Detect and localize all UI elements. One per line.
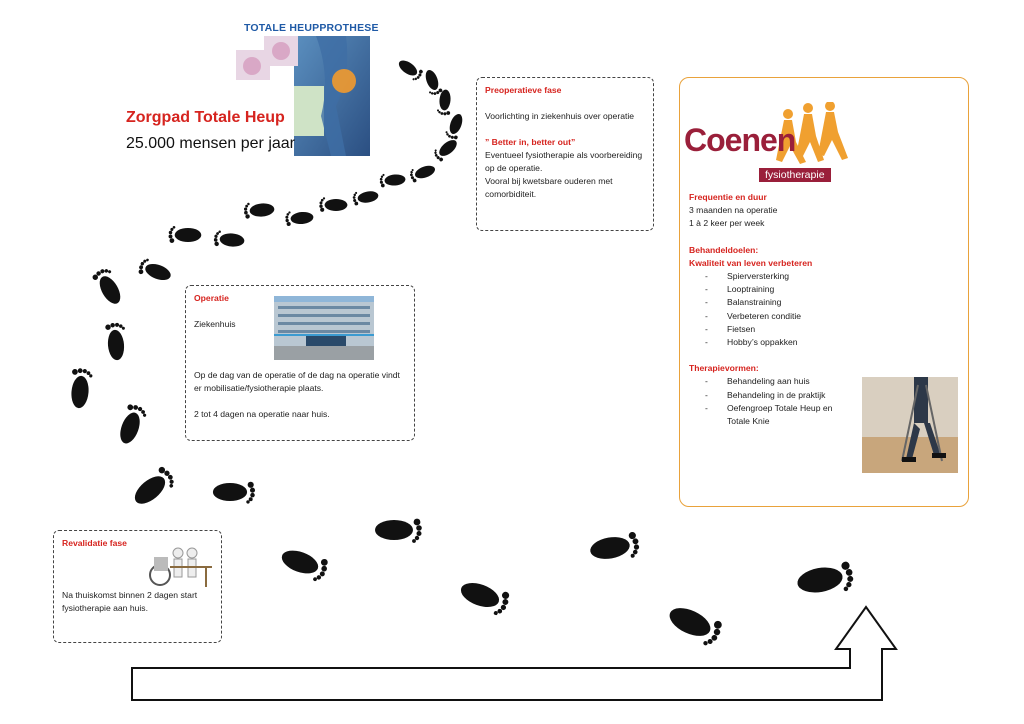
forms-list: [689, 375, 855, 428]
footprint: [588, 531, 641, 565]
footprint: [444, 112, 465, 141]
list-item: - Looptraining: [705, 283, 959, 296]
footprint: [422, 68, 443, 97]
list-item: - Behandeling aan huis: [705, 375, 855, 388]
footprint: [91, 266, 127, 308]
preoperative-box: [476, 77, 654, 231]
preoperative-line2: Eventueel fysiotherapie als voorbereiding op de operatie.: [485, 150, 643, 173]
list-item: - Balanstraining: [705, 296, 959, 309]
frequency-heading: Frequentie en duur: [689, 192, 767, 202]
footprint: [285, 209, 314, 226]
preoperative-quote: ” Better in, better out”: [485, 137, 576, 147]
footprint: [375, 519, 422, 543]
page-subtitle: 25.000 mensen per jaar: [126, 135, 295, 152]
footprint: [457, 577, 512, 618]
coenen-logo-subtext: fysiotherapie: [759, 168, 831, 182]
wheelchair-figures-image: [146, 545, 214, 589]
goals-list: [689, 270, 959, 349]
operation-line1: Op de dag van de operatie of de dag na operatie vindt er mobilisatie/fysiotherapie plaats.: [194, 370, 400, 393]
coenen-panel: [679, 77, 969, 507]
footprint: [169, 226, 202, 243]
hip-image-title: TOTALE HEUPPROTHESE: [244, 22, 379, 34]
list-item: - Verbeteren conditie: [705, 310, 959, 323]
frequency-line: 1 à 2 keer per week: [689, 218, 765, 229]
footprint: [213, 482, 255, 504]
footprint: [137, 257, 174, 284]
hospital-image: [274, 296, 374, 360]
preoperative-heading: Preoperatieve fase: [485, 85, 562, 95]
footprint: [664, 601, 725, 649]
operation-heading: Operatie: [194, 293, 229, 303]
preoperative-line1: Voorlichting in ziekenhuis over operatie: [485, 111, 635, 121]
rehab-box: [53, 530, 222, 643]
list-item: - Oefengroep Totale Heup en Totale Knie: [705, 402, 855, 428]
operation-place: Ziekenhuis: [194, 319, 236, 329]
frequency-line: 3 maanden na operatie: [689, 205, 778, 216]
footprint: [278, 545, 330, 584]
list-item: - Behandeling in de praktijk: [705, 389, 855, 402]
footprint: [408, 162, 437, 183]
footprint: [115, 402, 148, 446]
preoperative-line3: Vooral bij kwetsbare ouderen met comorbiditeit.: [485, 176, 613, 199]
footprint: [243, 201, 275, 219]
walking-crutches-image: [862, 377, 958, 473]
footprint: [379, 172, 406, 188]
footprint: [319, 197, 347, 212]
footprint: [213, 230, 245, 248]
rehab-line1: Na thuiskomst binnen 2 dagen start fysiotherapie aan huis.: [62, 590, 198, 613]
footprint: [129, 465, 178, 511]
forms-heading: Therapievormen:: [689, 363, 759, 374]
operation-line2: 2 tot 4 dagen na operatie naar huis.: [194, 409, 330, 419]
footprint: [69, 368, 93, 409]
list-item: - Fietsen: [705, 323, 959, 336]
page-title: Zorgpad Totale Heup: [126, 109, 285, 126]
goals-subheading: Kwaliteit van leven verbeteren: [689, 257, 813, 268]
footprint: [395, 57, 424, 83]
progress-arrow: [132, 607, 896, 700]
coenen-logo-text: Coenen: [684, 122, 796, 158]
footprint: [352, 188, 380, 206]
footprint: [795, 561, 855, 599]
list-item: - Hobby’s oppakken: [705, 336, 959, 349]
footprint: [432, 136, 460, 163]
footprint: [105, 322, 128, 361]
list-item: - Spierversterking: [705, 270, 959, 283]
rehab-heading: Revalidatie fase: [62, 538, 127, 548]
operation-box: [185, 285, 415, 441]
goals-heading: Behandeldoelen:: [689, 244, 759, 255]
